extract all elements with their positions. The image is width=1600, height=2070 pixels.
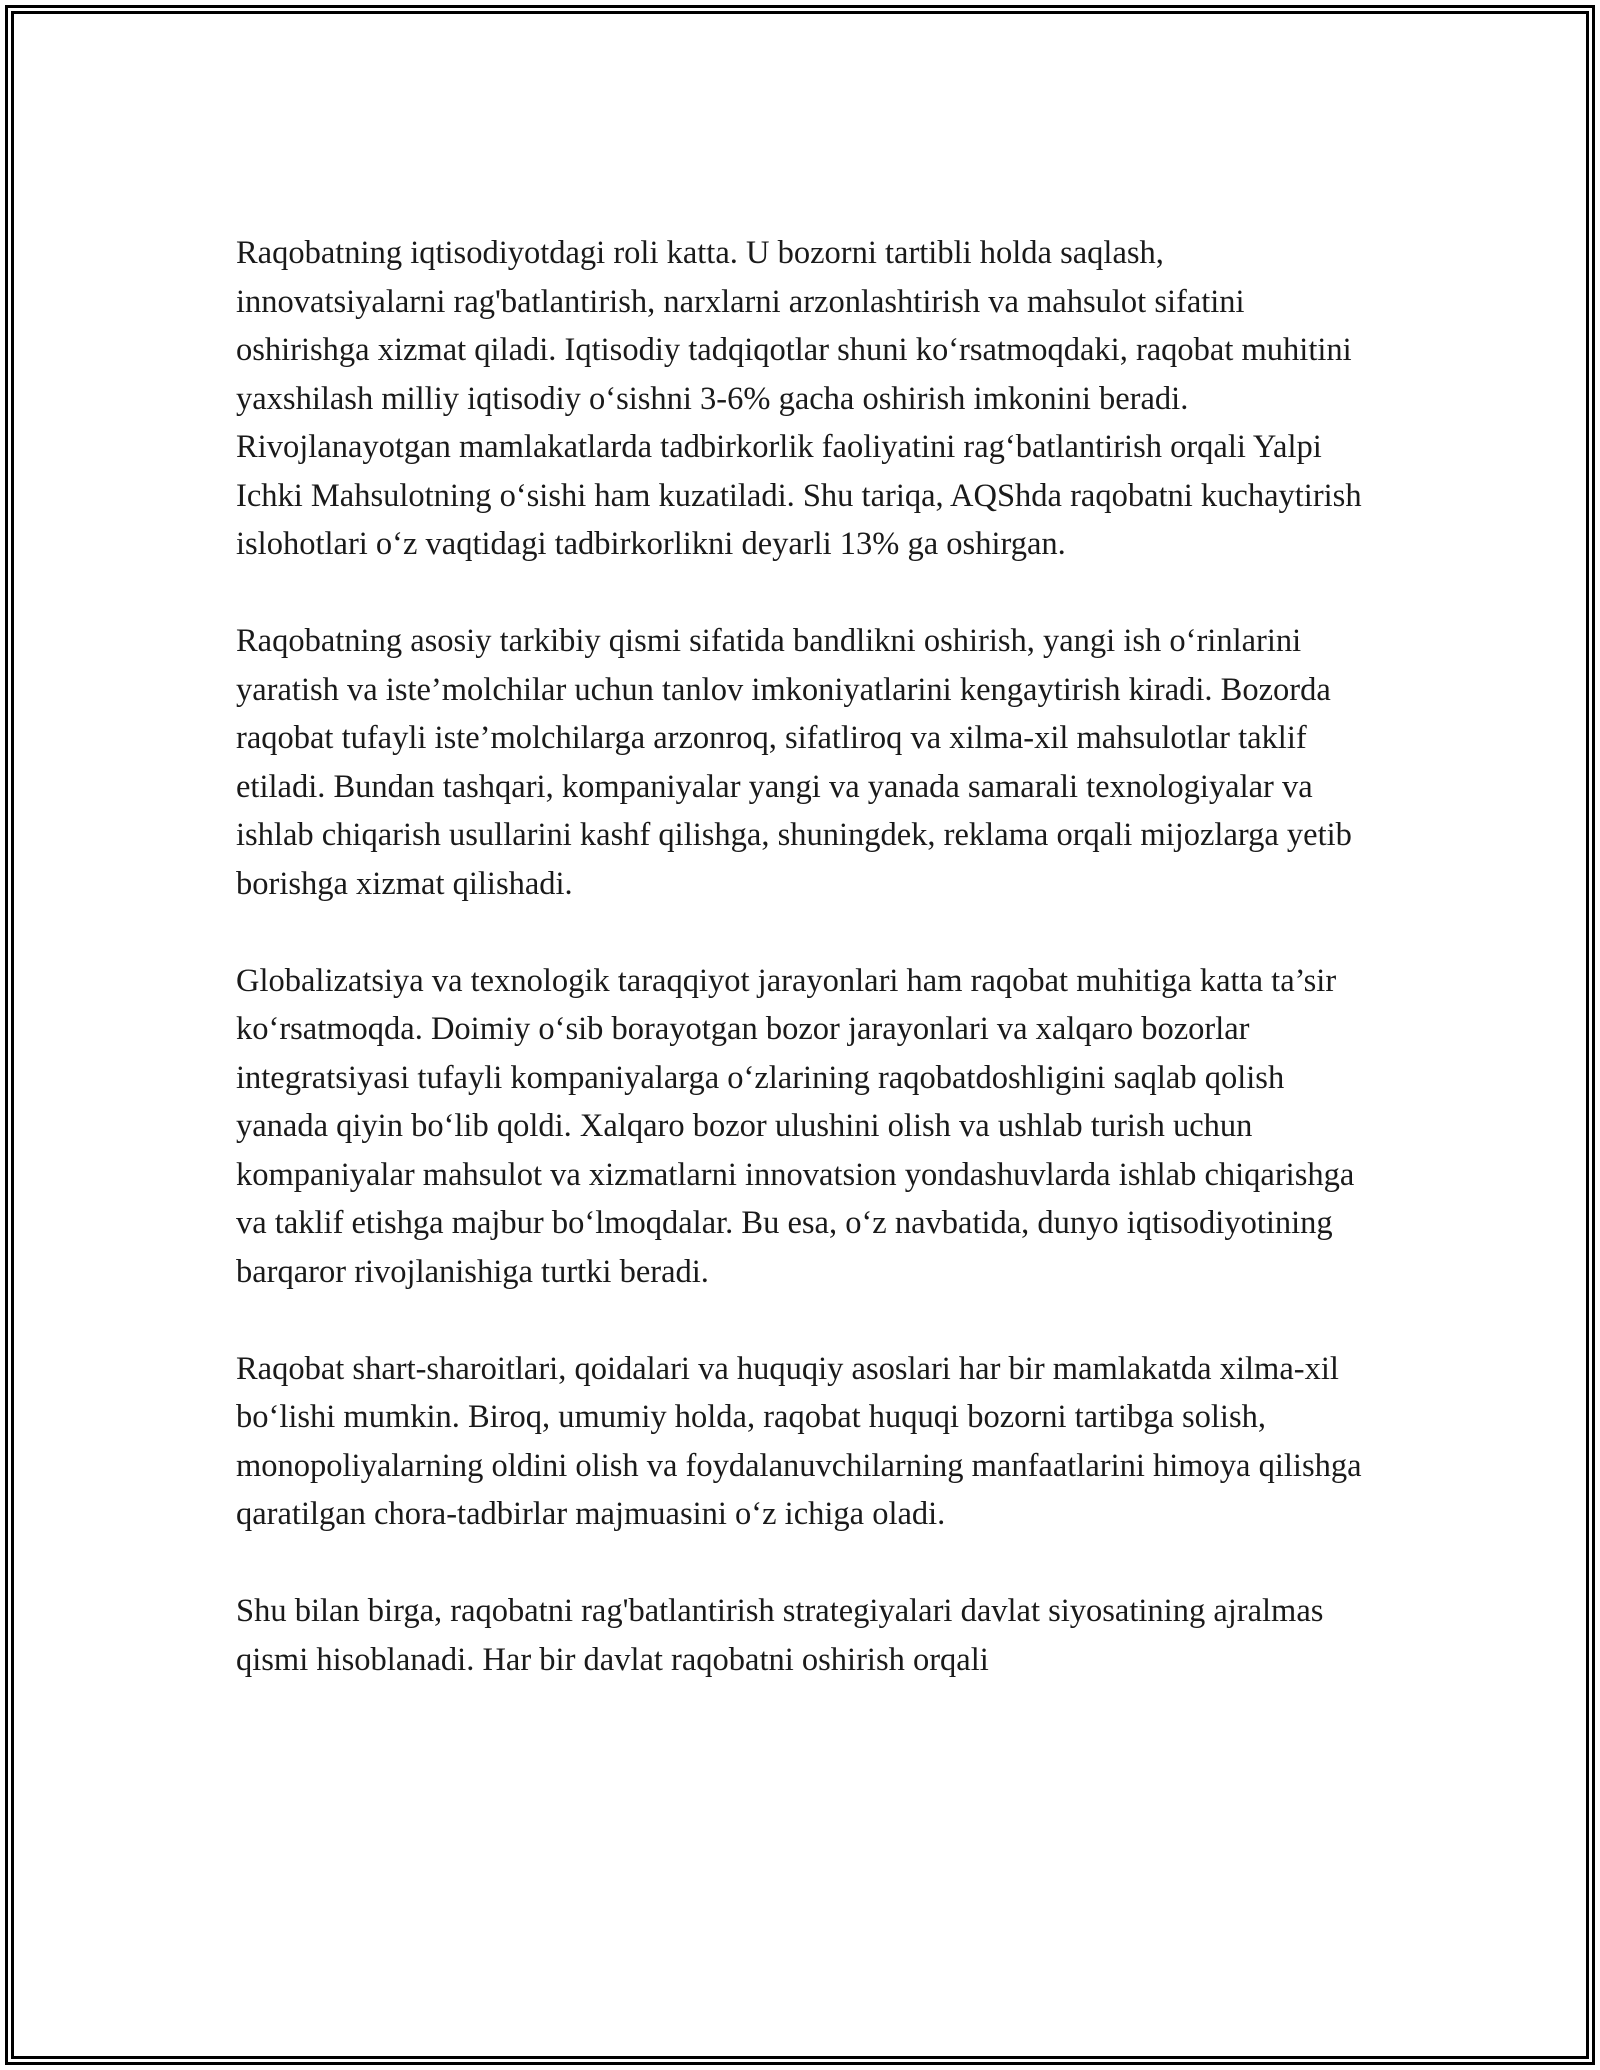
paragraph-4: Raqobat shart-sharoitlari, qoidalari va huquqiy asoslari har bir mamlakatda xilma-xil bo‘lishi mumkin. Biroq, umumiy holda, raqobat huquqi bozorni tartibga solish, monopoliyalarning oldini olish va foydalanuvchilarning manfaatlarini himoya qilishga qaratilgan chora-tadbirlar majmuasini o‘z ichiga oladi. — [236, 1350, 1362, 1532]
document-body — [236, 229, 1376, 1733]
paragraph-2: Raqobatning asosiy tarkibiy qismi sifatida bandlikni oshirish, yangi ish o‘rinlarini yaratish va iste’molchilar uchun tanlov imkoniyatlarini kengaytirish kiradi. Bozorda raqobat tufayli iste’molchilarga arzonroq, sifatliroq va xilma-xil mahsulotlar taklif etiladi. Bundan tashqari, kompaniyalar yangi va yanada samarali texnologiyalar va ishlab chiqarish usullarini kashf qilishga, shuningdek, reklama orqali mijozlarga yetib borishga xizmat qilishadi. — [236, 623, 1352, 902]
paragraph-3: Globalizatsiya va texnologik taraqqiyot jarayonlari ham raqobat muhitiga katta ta’sir ko‘rsatmoqda. Doimiy o‘sib borayotgan bozor jarayonlari va xalqaro bozorlar integratsiyasi tufayli kompaniyalarga o‘zlarining raqobatdoshligini saqlab qolish yanada qiyin bo‘lib qoldi. Xalqaro bozor ulushini olish va ushlab turish uchun kompaniyalar mahsulot va xizmatlarni innovatsion yondashuvlarda ishlab chiqarishga va taklif etishga majbur bo‘lmoqdalar. Bu esa, o‘z navbatida, dunyo iqtisodiyotining barqaror rivojlanishiga turtki beradi. — [236, 962, 1355, 1290]
paragraph-1: Raqobatning iqtisodiyotdagi roli katta. U bozorni tartibli holda saqlash, innovatsiyalarni rag'batlantirish, narxlarni arzonlashtirish va mahsulot sifatini oshirishga xizmat qiladi. Iqtisodiy tadqiqotlar shuni ko‘rsatmoqdaki, raqobat muhitini yaxshilash milliy iqtisodiy o‘sishni 3-6% gacha oshirish imkonini beradi. Rivojlanayotgan mamlakatlarda tadbirkorlik faoliyatini rag‘batlantirish orqali Yalpi Ichki Mahsulotning o‘sishi ham kuzatiladi. Shu tariqa, AQShda raqobatni kuchaytirish islohotlari o‘z vaqtidagi tadbirkorlikni deyarli 13% ga oshirgan. — [236, 235, 1362, 562]
paragraph-5: Shu bilan birga, raqobatni rag'batlantirish strategiyalari davlat siyosatining ajralmas qismi hisoblanadi. Har bir davlat raqobatni oshirish orqali — [236, 1593, 1324, 1678]
